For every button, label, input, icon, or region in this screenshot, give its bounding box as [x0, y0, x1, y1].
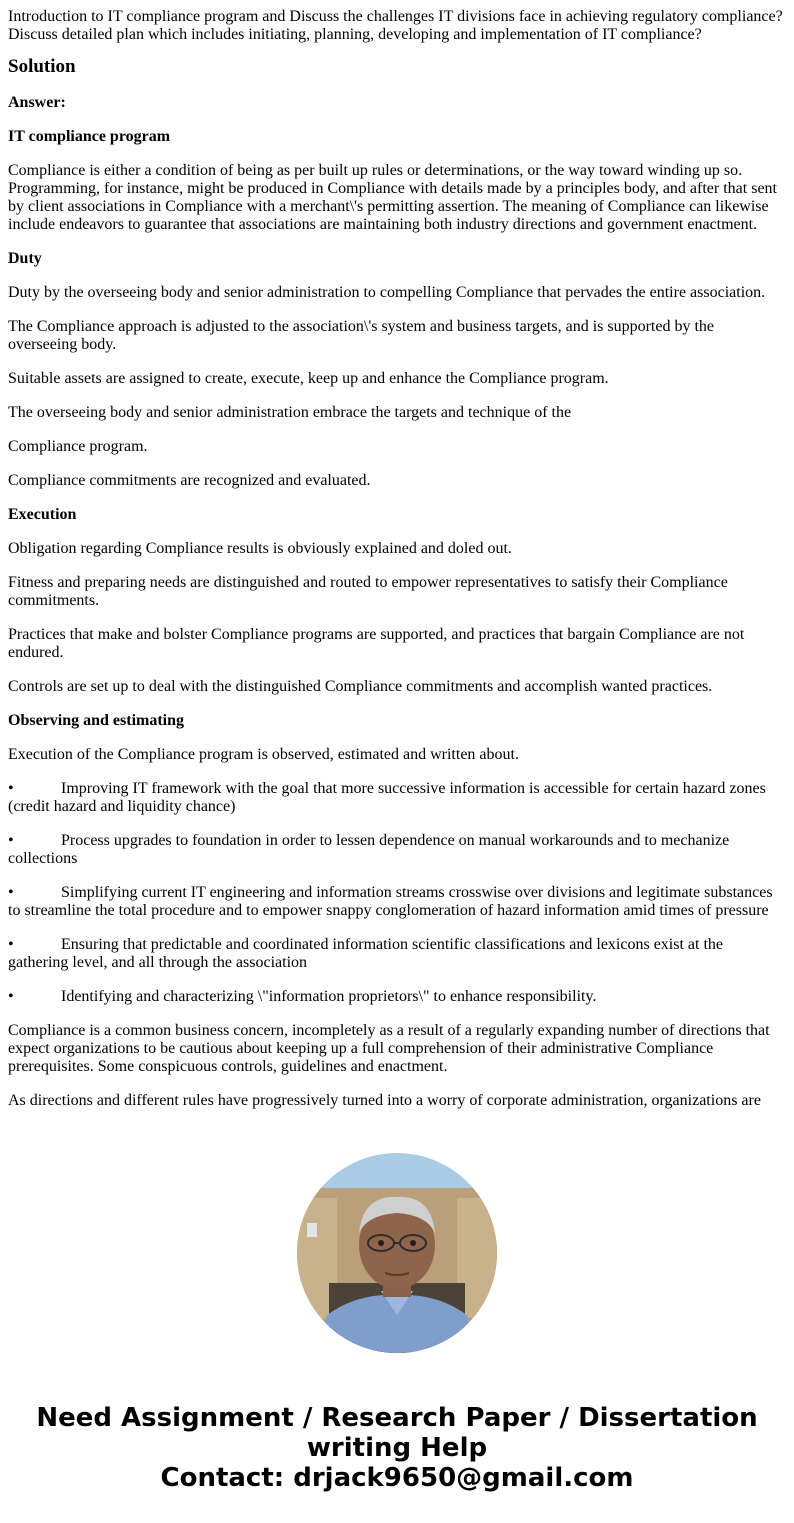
section-heading-execution: Execution — [8, 506, 77, 523]
bullet-text: Identifying and characterizing \"information proprietors\" to enhance responsibility. — [61, 988, 597, 1005]
paragraph-duty-2: The Compliance approach is adjusted to the association\'s system and business targets, and is supported by the overseeing body. — [8, 318, 715, 353]
bullet-text: Improving IT framework with the goal that more successive information is accessible for certain hazard zones (credit hazard and liquidity chance) — [8, 780, 766, 815]
author-portrait-image — [297, 1153, 497, 1353]
paragraph-execution-1: Obligation regarding Compliance results is obviously explained and doled out. — [8, 540, 512, 557]
paragraph-duty-6: Compliance commitments are recognized and evaluated. — [8, 472, 371, 489]
bullet-text: Process upgrades to foundation in order to lessen dependence on manual workarounds and to mechanize collections — [8, 832, 730, 867]
bullet-marker: • — [8, 832, 14, 849]
paragraph-program: Compliance is either a condition of being as per built up rules or determinations, or the way toward winding up so. Programming, for instance, might be produced in Compliance with details made by a principles body, and after that sent by client associations in Compliance with a merchant\'s permitting assertion. The meaning of Compliance can likewise include endeavors to guarantee that associations are maintaining both industry directions and government enactment. — [8, 162, 777, 233]
bullet-text: Simplifying current IT engineering and information streams crosswise over divisions and legitimate substances to streamline the total procedure and to empower snappy conglomeration of hazard information amid times of pressure — [8, 884, 773, 919]
section-heading-program: IT compliance program — [8, 128, 171, 145]
question-text: Introduction to IT compliance program and Discuss the challenges IT divisions face in achieving regulatory compliance? Discuss detailed plan which includes initiating, planning, developing and implementation of IT compliance? — [8, 8, 783, 43]
author-avatar — [297, 1153, 497, 1353]
paragraph-execution-4: Controls are set up to deal with the distinguished Compliance commitments and accomplish wanted practices. — [8, 678, 713, 695]
promo-line-2: writing Help — [306, 1433, 488, 1463]
bullet-marker: • — [8, 780, 14, 797]
bullet-text: Ensuring that predictable and coordinated information scientific classifications and lexicons exist at the gathering level, and all through the association — [8, 936, 724, 971]
bullet-item — [8, 780, 786, 816]
bullet-item — [8, 832, 786, 868]
promo-contact: Contact: drjack9650@gmail.com — [160, 1463, 634, 1493]
paragraph-duty-3: Suitable assets are assigned to create, execute, keep up and enhance the Compliance program. — [8, 370, 609, 387]
solution-heading: Solution — [8, 56, 76, 77]
promo-line-1: Need Assignment / Research Paper / Dissertation — [36, 1403, 758, 1433]
paragraph-closing-1: Compliance is a common business concern, incompletely as a result of a regularly expanding number of directions that expect organizations to be cautious about keeping up a full comprehension of their administrative Compliance prerequisites. Some conspicuous controls, guidelines and enactment. — [8, 1022, 770, 1075]
paragraph-execution-3: Practices that make and bolster Compliance programs are supported, and practices that bargain Compliance are not endured. — [8, 626, 745, 661]
promo-banner — [0, 1403, 794, 1493]
bullet-marker: • — [8, 988, 14, 1005]
bullet-item — [8, 936, 786, 972]
bullet-item — [8, 988, 786, 1006]
bullet-marker: • — [8, 936, 14, 953]
document-content — [8, 8, 786, 1122]
answer-label: Answer: — [8, 94, 66, 111]
section-heading-duty: Duty — [8, 250, 42, 267]
bullet-marker: • — [8, 884, 14, 901]
paragraph-duty-4: The overseeing body and senior administration embrace the targets and technique of the — [8, 404, 572, 421]
paragraph-execution-2: Fitness and preparing needs are distinguished and routed to empower representatives to satisfy their Compliance commitments. — [8, 574, 728, 609]
paragraph-observing-1: Execution of the Compliance program is observed, estimated and written about. — [8, 746, 519, 763]
paragraph-duty-5: Compliance program. — [8, 438, 148, 455]
section-heading-observing: Observing and estimating — [8, 712, 185, 729]
paragraph-closing-2: As directions and different rules have progressively turned into a worry of corporate administration, organizations are — [8, 1092, 761, 1109]
paragraph-duty-1: Duty by the overseeing body and senior administration to compelling Compliance that pervades the entire association. — [8, 284, 766, 301]
bullet-item — [8, 884, 786, 920]
